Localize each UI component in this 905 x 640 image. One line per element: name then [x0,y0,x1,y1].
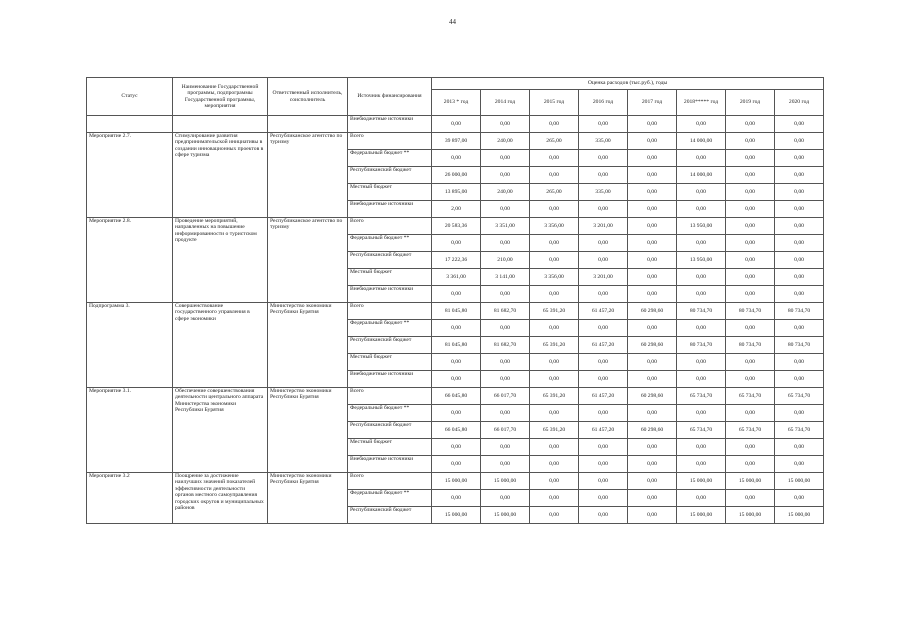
value-cell: 0,00 [481,116,530,133]
value-cell: 15 000,00 [432,473,481,490]
program-name-cell: Совершенствование государственного управления в сфере экономики [173,303,268,388]
program-name-cell: Стимулирование развития предпринимательской инициативы в создании инновационных проектов в сфере туризма [173,133,268,218]
value-cell: 0,00 [628,184,677,201]
responsible-cell: Министерство экономики Республики Бурятия [268,303,348,388]
value-cell: 0,00 [530,252,579,269]
value-cell: 0,00 [775,201,824,218]
value-cell: 0,00 [677,184,726,201]
responsible-cell: Республиканское агентство по туризму [268,133,348,218]
source-cell: Внебюджетные источники [348,201,432,218]
value-cell: 0,00 [530,456,579,473]
value-cell: 65 734,70 [775,388,824,405]
value-cell: 0,00 [726,456,775,473]
value-cell: 0,00 [530,439,579,456]
value-cell: 14 000,00 [677,167,726,184]
value-cell: 39 897,00 [432,133,481,150]
value-cell: 81 045,80 [432,337,481,354]
program-name-cell [173,116,268,133]
value-cell: 0,00 [775,133,824,150]
source-cell: Внебюджетные источники [348,371,432,388]
value-cell: 0,00 [432,405,481,422]
status-cell [87,116,173,133]
source-cell: Внебюджетные источники [348,286,432,303]
value-cell: 0,00 [726,201,775,218]
value-cell: 65 734,70 [677,422,726,439]
source-cell: Местный бюджет [348,269,432,286]
value-cell: 80 734,70 [726,337,775,354]
header-expenses: Оценка расходов (тыс.руб.), годы [432,78,824,90]
value-cell: 0,00 [481,354,530,371]
value-cell: 0,00 [579,252,628,269]
value-cell: 0,00 [726,235,775,252]
source-cell: Внебюджетные источники [348,456,432,473]
value-cell: 61 457,20 [579,388,628,405]
value-cell: 0,00 [579,167,628,184]
value-cell: 3 351,00 [481,218,530,235]
header-year: 2020 год [775,90,824,116]
source-cell: Федеральный бюджет ** [348,235,432,252]
value-cell: 240,00 [481,133,530,150]
value-cell: 0,00 [579,235,628,252]
header-year: 2016 год [579,90,628,116]
header-year: 2013 * год [432,90,481,116]
header-program-name: Наименование Государственной программы, подпрограммы Государственной программы, мероприятия [173,78,268,116]
value-cell: 0,00 [775,490,824,507]
value-cell: 0,00 [677,150,726,167]
value-cell: 0,00 [628,150,677,167]
value-cell: 0,00 [481,150,530,167]
value-cell: 0,00 [628,456,677,473]
value-cell: 80 734,70 [677,303,726,320]
header-year: 2014 год [481,90,530,116]
value-cell: 80 734,70 [775,337,824,354]
source-cell: Всего [348,388,432,405]
value-cell: 66 017,70 [481,422,530,439]
value-cell: 0,00 [775,320,824,337]
value-cell: 0,00 [628,490,677,507]
value-cell: 0,00 [579,286,628,303]
source-cell: Республиканский бюджет [348,252,432,269]
value-cell: 0,00 [726,184,775,201]
value-cell: 2,00 [432,201,481,218]
responsible-cell [268,116,348,133]
value-cell: 0,00 [628,354,677,371]
source-cell: Внебюджетные источники [348,116,432,133]
value-cell: 65 734,70 [726,422,775,439]
source-cell: Всего [348,133,432,150]
value-cell: 0,00 [775,456,824,473]
value-cell: 0,00 [628,371,677,388]
value-cell: 66 045,80 [432,422,481,439]
value-cell: 0,00 [628,507,677,524]
header-year: 2015 год [530,90,579,116]
value-cell: 0,00 [481,201,530,218]
value-cell: 65 734,70 [726,388,775,405]
value-cell: 60 298,60 [628,337,677,354]
header-year: 2017 год [628,90,677,116]
value-cell: 0,00 [775,150,824,167]
source-cell: Федеральный бюджет ** [348,405,432,422]
value-cell: 3 356,00 [530,269,579,286]
table-row [87,218,824,235]
value-cell: 0,00 [677,235,726,252]
value-cell: 0,00 [775,371,824,388]
value-cell: 0,00 [677,354,726,371]
value-cell: 15 000,00 [775,473,824,490]
value-cell: 3 141,00 [481,269,530,286]
value-cell: 0,00 [775,167,824,184]
value-cell: 0,00 [481,167,530,184]
source-cell: Республиканский бюджет [348,507,432,524]
value-cell: 0,00 [579,507,628,524]
value-cell: 0,00 [530,286,579,303]
value-cell: 13 950,00 [677,218,726,235]
value-cell: 20 583,36 [432,218,481,235]
value-cell: 0,00 [628,116,677,133]
value-cell: 0,00 [481,490,530,507]
value-cell: 0,00 [677,490,726,507]
value-cell: 80 734,70 [775,303,824,320]
value-cell: 15 000,00 [775,507,824,524]
value-cell: 0,00 [677,456,726,473]
status-cell: Мероприятие 3.2 [87,473,173,524]
value-cell: 0,00 [432,116,481,133]
value-cell: 60 298,60 [628,388,677,405]
header-source: Источник финансирования [348,78,432,116]
responsible-cell: Республиканское агентство по туризму [268,218,348,303]
value-cell: 0,00 [579,320,628,337]
value-cell: 65 391,20 [530,388,579,405]
value-cell: 0,00 [530,235,579,252]
value-cell: 0,00 [726,116,775,133]
value-cell: 0,00 [530,507,579,524]
value-cell: 0,00 [530,354,579,371]
responsible-cell: Министерство экономики Республики Бурятия [268,388,348,473]
value-cell: 81 682,70 [481,303,530,320]
page-number: 44 [449,18,456,26]
value-cell: 0,00 [530,116,579,133]
expenses-table [86,77,824,524]
header-responsible: Ответственный исполнитель, соисполнитель [268,78,348,116]
value-cell: 61 457,20 [579,337,628,354]
value-cell: 0,00 [628,405,677,422]
table-row [87,303,824,320]
value-cell: 0,00 [775,235,824,252]
value-cell: 15 000,00 [726,473,775,490]
value-cell: 0,00 [579,371,628,388]
value-cell: 0,00 [481,320,530,337]
value-cell: 3 201,00 [579,269,628,286]
value-cell: 65 391,20 [530,303,579,320]
value-cell: 265,00 [530,184,579,201]
table-row [87,133,824,150]
source-cell: Местный бюджет [348,439,432,456]
table-row [87,116,824,133]
value-cell: 0,00 [677,371,726,388]
value-cell: 0,00 [726,439,775,456]
value-cell: 0,00 [432,354,481,371]
value-cell: 0,00 [481,286,530,303]
value-cell: 0,00 [628,320,677,337]
source-cell: Республиканский бюджет [348,167,432,184]
value-cell: 335,00 [579,133,628,150]
value-cell: 0,00 [677,320,726,337]
value-cell: 0,00 [579,405,628,422]
status-cell: Мероприятие 2.8. [87,218,173,303]
table-row [87,388,824,405]
status-cell: Мероприятие 3.1. [87,388,173,473]
value-cell: 0,00 [628,201,677,218]
source-cell: Федеральный бюджет ** [348,150,432,167]
value-cell: 0,00 [677,201,726,218]
program-name-cell: Поощрение за достижение наилучших значений показателей эффективности деятельности органов местного самоуправления городских округов и муниципальных районов [173,473,268,524]
value-cell: 0,00 [530,320,579,337]
value-cell: 61 457,20 [579,422,628,439]
value-cell: 80 734,70 [677,337,726,354]
value-cell: 3 361,00 [432,269,481,286]
value-cell: 0,00 [530,473,579,490]
value-cell: 65 734,70 [677,388,726,405]
value-cell: 0,00 [775,252,824,269]
value-cell: 14 000,00 [677,133,726,150]
responsible-cell: Министерство экономики Республики Бурятия [268,473,348,524]
header-status: Статус [87,78,173,116]
value-cell: 0,00 [628,269,677,286]
value-cell: 0,00 [579,116,628,133]
value-cell: 0,00 [481,439,530,456]
source-cell: Федеральный бюджет ** [348,320,432,337]
source-cell: Всего [348,303,432,320]
value-cell: 0,00 [775,354,824,371]
value-cell: 0,00 [481,456,530,473]
value-cell: 0,00 [432,456,481,473]
value-cell: 0,00 [628,133,677,150]
value-cell: 0,00 [726,405,775,422]
value-cell: 0,00 [530,490,579,507]
value-cell: 0,00 [579,201,628,218]
value-cell: 0,00 [579,490,628,507]
value-cell: 0,00 [726,286,775,303]
value-cell: 0,00 [726,167,775,184]
value-cell: 0,00 [628,286,677,303]
value-cell: 0,00 [677,286,726,303]
value-cell: 15 000,00 [481,473,530,490]
source-cell: Всего [348,473,432,490]
value-cell: 0,00 [432,371,481,388]
value-cell: 210,00 [481,252,530,269]
value-cell: 66 045,80 [432,388,481,405]
header-year: 2019 год [726,90,775,116]
value-cell: 3 201,00 [579,218,628,235]
value-cell: 0,00 [677,269,726,286]
value-cell: 65 391,20 [530,422,579,439]
value-cell: 0,00 [726,371,775,388]
value-cell: 60 298,60 [628,303,677,320]
value-cell: 26 000,00 [432,167,481,184]
source-cell: Всего [348,218,432,235]
value-cell: 15 000,00 [432,507,481,524]
value-cell: 0,00 [628,218,677,235]
value-cell: 0,00 [726,320,775,337]
value-cell: 0,00 [628,439,677,456]
value-cell: 65 734,70 [775,422,824,439]
value-cell: 0,00 [628,235,677,252]
value-cell: 0,00 [775,405,824,422]
value-cell: 335,00 [579,184,628,201]
value-cell: 13 895,00 [432,184,481,201]
source-cell: Местный бюджет [348,184,432,201]
value-cell: 65 391,20 [530,337,579,354]
value-cell: 0,00 [726,490,775,507]
value-cell: 0,00 [530,167,579,184]
value-cell: 0,00 [530,150,579,167]
value-cell: 0,00 [677,116,726,133]
source-cell: Республиканский бюджет [348,422,432,439]
value-cell: 61 457,20 [579,303,628,320]
value-cell: 0,00 [579,456,628,473]
table-row [87,473,824,490]
value-cell: 0,00 [432,320,481,337]
value-cell: 0,00 [628,167,677,184]
value-cell: 0,00 [432,150,481,167]
value-cell: 0,00 [432,490,481,507]
value-cell: 0,00 [775,116,824,133]
source-cell: Федеральный бюджет ** [348,490,432,507]
value-cell: 0,00 [775,218,824,235]
value-cell: 0,00 [726,269,775,286]
program-name-cell: Обеспечение совершенствования деятельности центрального аппарата Министерства экономики Республики Бурятия [173,388,268,473]
value-cell: 0,00 [726,218,775,235]
value-cell: 0,00 [775,439,824,456]
value-cell: 0,00 [726,354,775,371]
value-cell: 0,00 [677,439,726,456]
value-cell: 15 000,00 [481,507,530,524]
value-cell: 0,00 [530,371,579,388]
value-cell: 3 356,00 [530,218,579,235]
value-cell: 0,00 [579,439,628,456]
value-cell: 0,00 [579,150,628,167]
value-cell: 265,00 [530,133,579,150]
value-cell: 0,00 [726,133,775,150]
value-cell: 0,00 [726,150,775,167]
value-cell: 0,00 [726,252,775,269]
value-cell: 81 682,70 [481,337,530,354]
value-cell: 0,00 [481,371,530,388]
program-name-cell: Проведение мероприятий, направленных на повышение информированности о туристском продукте [173,218,268,303]
value-cell: 0,00 [481,235,530,252]
value-cell: 0,00 [775,269,824,286]
value-cell: 0,00 [530,201,579,218]
value-cell: 0,00 [628,473,677,490]
value-cell: 0,00 [432,235,481,252]
value-cell: 81 045,80 [432,303,481,320]
value-cell: 0,00 [677,405,726,422]
value-cell: 0,00 [775,184,824,201]
status-cell: Мероприятие 2.7. [87,133,173,218]
value-cell: 15 000,00 [726,507,775,524]
value-cell: 0,00 [432,286,481,303]
value-cell: 0,00 [530,405,579,422]
value-cell: 0,00 [775,286,824,303]
source-cell: Местный бюджет [348,354,432,371]
source-cell: Республиканский бюджет [348,337,432,354]
value-cell: 80 734,70 [726,303,775,320]
value-cell: 0,00 [628,252,677,269]
value-cell: 60 298,60 [628,422,677,439]
value-cell: 15 000,00 [677,473,726,490]
value-cell: 0,00 [432,439,481,456]
header-year: 2018***** год [677,90,726,116]
value-cell: 13 950,00 [677,252,726,269]
value-cell: 15 000,00 [677,507,726,524]
value-cell: 17 222,36 [432,252,481,269]
value-cell: 66 017,70 [481,388,530,405]
value-cell: 0,00 [579,473,628,490]
status-cell: Подпрограмма 3. [87,303,173,388]
value-cell: 240,00 [481,184,530,201]
value-cell: 0,00 [481,405,530,422]
value-cell: 0,00 [579,354,628,371]
